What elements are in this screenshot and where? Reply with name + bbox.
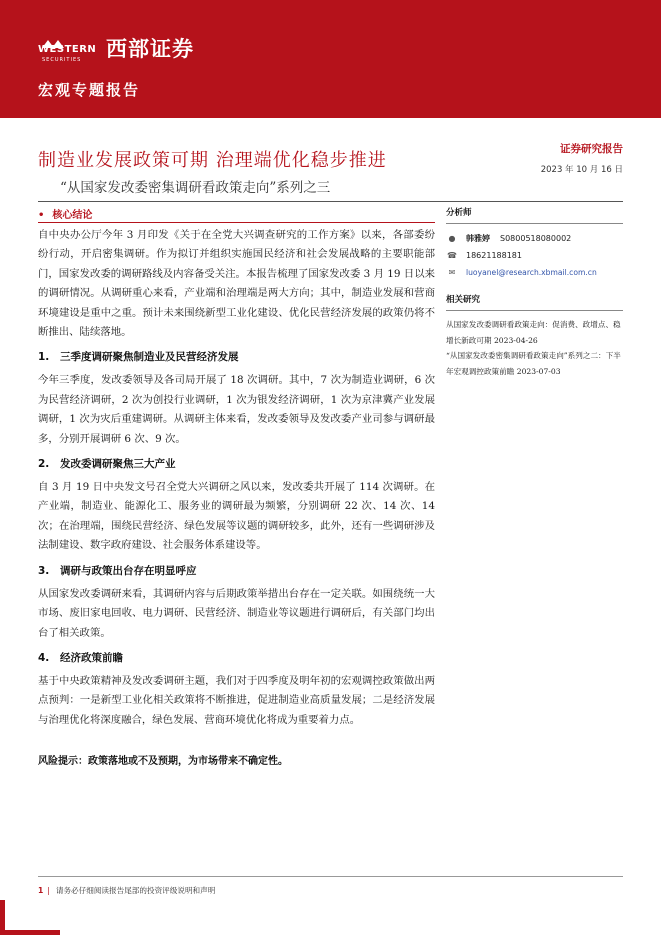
section-paragraph: 基于中央政策精神及发改委调研主题，我们对于四季度及明年初的宏观调控政策做出两点预判：一是新型工业化相关政策将不断推进，促进制造业高质量发展；二是经济发展与治理优化将深度融合，绿色发展、营商环境优化将成为重要着力点。 [38, 674, 435, 726]
related-report-link[interactable]: “从国家发改委密集调研看政策走向”系列之二：下半年宏观调控政策前瞻 2023-07-03 [446, 351, 621, 376]
sidebar [446, 206, 623, 379]
conclusion-heading-text: 核心结论 [52, 210, 93, 221]
logo-subtitle: SECURITIES [42, 57, 82, 63]
section-number: 2. [38, 458, 50, 471]
person-icon: ● [448, 234, 456, 243]
page-title: 制造业发展政策可期 治理端优化稳步推进 [38, 150, 387, 171]
section-title: 调研与政策出台存在明显呼应 [60, 564, 197, 577]
logo-english: WESTERN [38, 44, 97, 55]
analyst-phone-row [446, 247, 623, 264]
footer [38, 885, 215, 896]
section-title: 三季度调研聚焦制造业及民营经济发展 [60, 351, 239, 364]
corner-accent [0, 930, 60, 935]
footer-separator: | [47, 886, 50, 895]
section-number: 1. [38, 351, 50, 364]
section-heading [38, 348, 435, 367]
section-paragraph: 自 3 月 19 日中央发文号召全党大兴调研之风以来，发改委共开展了 114 次调研。在产业端，制造业、能源化工、服务业的调研最为频繁，分别调研 22 次、14 次、14 次；在治理端，围绕民营经济、绿色发展等议题的调研较多，此外，还有一些调研涉及法制建设、数字政府建设、社会服务体系建设等。 [38, 481, 435, 552]
section-heading [38, 455, 435, 474]
header-banner [0, 0, 661, 118]
footer-disclaimer: 请务必仔细阅读报告尾部的投资评级说明和声明 [55, 886, 216, 895]
section-paragraph: 今年三季度，发改委领导及各司局开展了 18 次调研。其中，7 次为制造业调研，6 次为民营经济调研，2 次为创投行业调研，1 次为银发经济调研，1 次为京津冀产业发展调研，1 次为灾后重建调研。从调研主体来看，发改委领导及发改委产业司参与调研最多，分别开展调研 6 次、9 次。 [38, 374, 435, 445]
related-heading: 相关研究 [446, 295, 481, 305]
analyst-email[interactable]: luoyanel@research.xbmail.com.cn [466, 268, 597, 277]
analyst-email-row [446, 264, 623, 281]
section-paragraph: 从国家发改委调研来看，其调研内容与后期政策举措出台存在一定关联。如围绕统一大市场、废旧家电回收、电力调研、民营经济、制造业等议题进行调研后，有关部门均出台了相关政策。 [38, 587, 435, 639]
related-report-link[interactable]: 从国家发改委调研看政策走向：促消费、政增点、稳增长新政可期 2023-04-26 [446, 320, 621, 345]
report-label: 证券研究报告 [560, 143, 623, 155]
footer-divider [38, 876, 623, 877]
section-title: 经济政策前瞻 [60, 651, 123, 664]
analyst-name-row [446, 230, 623, 247]
section-heading [38, 649, 435, 668]
analyst-heading: 分析师 [446, 208, 472, 218]
divider [38, 201, 623, 202]
sidebar-divider [446, 310, 623, 311]
sidebar-divider [446, 223, 623, 224]
page-subtitle: “从国家发改委密集调研看政策走向”系列之三 [60, 180, 331, 196]
report-type: 宏观专题报告 [38, 81, 141, 99]
main-content [38, 226, 435, 730]
analyst-cert: S0800518080002 [500, 234, 572, 243]
intro-paragraph: 自中央办公厅今年 3 月印发《关于在全党大兴调查研究的工作方案》以来，各部委纷纷行动，开启密集调研。作为拟订并组织实施国民经济和社会发展战略的主要职能部门，国家发改委的调研路线及内容备受关注。本报告梳理了国家发改委 3 月 19 日以来的调研情况。从调研重心来看，产业端和治理端是两大方向；其中，制造业发展和营商环境建设是重中之重。预计未来围绕新型工业化建设、优化民营经济发展的政策仍将不断推出、陆续落地。 [38, 229, 435, 339]
report-date: 2023 年 10 月 16 日 [540, 165, 623, 175]
bullet-icon: • [38, 210, 45, 221]
mail-icon: ✉ [448, 268, 456, 277]
analyst-phone: 18621188181 [466, 251, 522, 260]
logo-chinese: 西部证券 [106, 37, 194, 61]
analyst-name: 韩雅婷 [466, 234, 490, 243]
risk-warning: 风险提示：政策落地或不及预期，为市场带来不确定性。 [38, 756, 288, 767]
phone-icon: ☎ [447, 251, 457, 260]
red-divider [38, 222, 435, 223]
section-title: 发改委调研聚焦三大产业 [60, 458, 176, 471]
section-number: 4. [38, 651, 50, 664]
page-number: 1 [38, 886, 44, 895]
section-heading [38, 562, 435, 581]
conclusion-heading [38, 206, 92, 221]
section-number: 3. [38, 564, 50, 577]
